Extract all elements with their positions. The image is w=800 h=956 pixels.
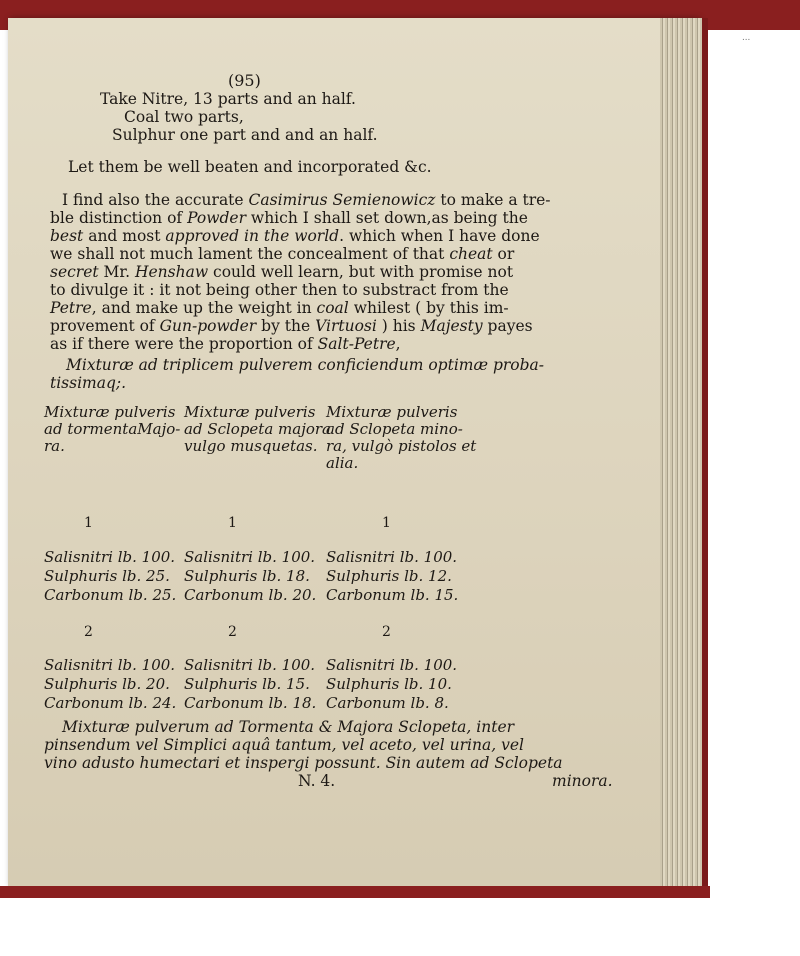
table-cell: Sulphuris lb. 25. bbox=[44, 567, 170, 585]
page-number: (95) bbox=[228, 71, 261, 90]
column-title-3: Mixturæ pulveris ad Sclopeta mino- ra, vulgò pistolos et alia. bbox=[326, 403, 477, 472]
paragraph-line: best and most approved in the world. which when I have done bbox=[50, 227, 540, 245]
table-cell: Carbonum lb. 20. bbox=[184, 586, 317, 604]
paragraph-line: I find also the accurate Casimirus Semienowicz to make a tre- bbox=[62, 191, 551, 209]
table-cell: Salisnitri lb. 100. bbox=[44, 656, 176, 674]
table-cell: Carbonum lb. 15. bbox=[326, 586, 459, 604]
table-cell: Carbonum lb. 24. bbox=[44, 694, 177, 712]
table-cell: Salisnitri lb. 100. bbox=[184, 548, 316, 566]
table-cell: Sulphuris lb. 10. bbox=[326, 675, 452, 693]
table-cell: Sulphuris lb. 15. bbox=[184, 675, 310, 693]
closing-line: Mixturæ pulverum ad Tormenta & Majora Sclopeta, inter bbox=[62, 718, 515, 736]
mixture-number: 2 bbox=[382, 624, 391, 640]
recipe-line: Coal two parts, bbox=[124, 108, 244, 126]
latin-heading-line: Mixturæ ad triplicem pulverem conficiendum optimæ proba- bbox=[66, 356, 545, 374]
table-cell: Carbonum lb. 25. bbox=[44, 586, 177, 604]
paragraph-line: we shall not much lament the concealment of that cheat or bbox=[50, 245, 515, 263]
table-cell: Sulphuris lb. 20. bbox=[44, 675, 170, 693]
paragraph-line: Petre, and make up the weight in coal whilest ( by this im- bbox=[50, 299, 509, 317]
table-cell: Salisnitri lb. 100. bbox=[326, 656, 458, 674]
closing-line: pinsendum vel Simplici aquâ tantum, vel aceto, vel urina, vel bbox=[44, 736, 524, 754]
table-cell: Salisnitri lb. 100. bbox=[326, 548, 458, 566]
table-cell: Sulphuris lb. 12. bbox=[326, 567, 452, 585]
table-cell: Carbonum lb. 18. bbox=[184, 694, 317, 712]
column-title-1: Mixturæ pulveris ad tormentaMajo- ra. bbox=[44, 403, 181, 455]
table-cell: Salisnitri lb. 100. bbox=[44, 548, 176, 566]
table-cell: Sulphuris lb. 18. bbox=[184, 567, 310, 585]
paragraph-line: secret Mr. Henshaw could well learn, but with promise not bbox=[50, 263, 514, 281]
mixture-number: 1 bbox=[84, 515, 93, 531]
recipe-line: Sulphur one part and and an half. bbox=[112, 126, 378, 144]
incorporate-line: Let them be well beaten and incorporated &c. bbox=[68, 158, 432, 176]
mixture-number: 1 bbox=[228, 515, 237, 531]
closing-line: vino adusto humectari et inspergi possunt. Sin autem ad Sclopeta bbox=[44, 754, 563, 772]
paragraph-line: ble distinction of Powder which I shall set down,as being the bbox=[50, 209, 528, 227]
recipe-line: Take Nitre, 13 parts and an half. bbox=[100, 90, 356, 108]
scan-tag: ... bbox=[742, 32, 751, 43]
column-title-2: Mixturæ pulveris ad Sclopeta majora vulgo musquetas. bbox=[184, 403, 331, 455]
catchword: minora. bbox=[552, 772, 613, 790]
mixture-number: 2 bbox=[228, 624, 237, 640]
paragraph-line: provement of Gun-powder by the Virtuosi ) his Majesty payes bbox=[50, 317, 533, 335]
paragraph-line: as if there were the proportion of Salt-Petre, bbox=[50, 335, 401, 353]
table-cell: Carbonum lb. 8. bbox=[326, 694, 449, 712]
signature-mark: N. 4. bbox=[298, 772, 336, 790]
mixture-number: 1 bbox=[382, 515, 391, 531]
table-cell: Salisnitri lb. 100. bbox=[184, 656, 316, 674]
paragraph-line: to divulge it : it not being other then to substract from the bbox=[50, 281, 509, 299]
mixture-number: 2 bbox=[84, 624, 93, 640]
latin-heading-line: tissimaq;. bbox=[50, 374, 127, 392]
